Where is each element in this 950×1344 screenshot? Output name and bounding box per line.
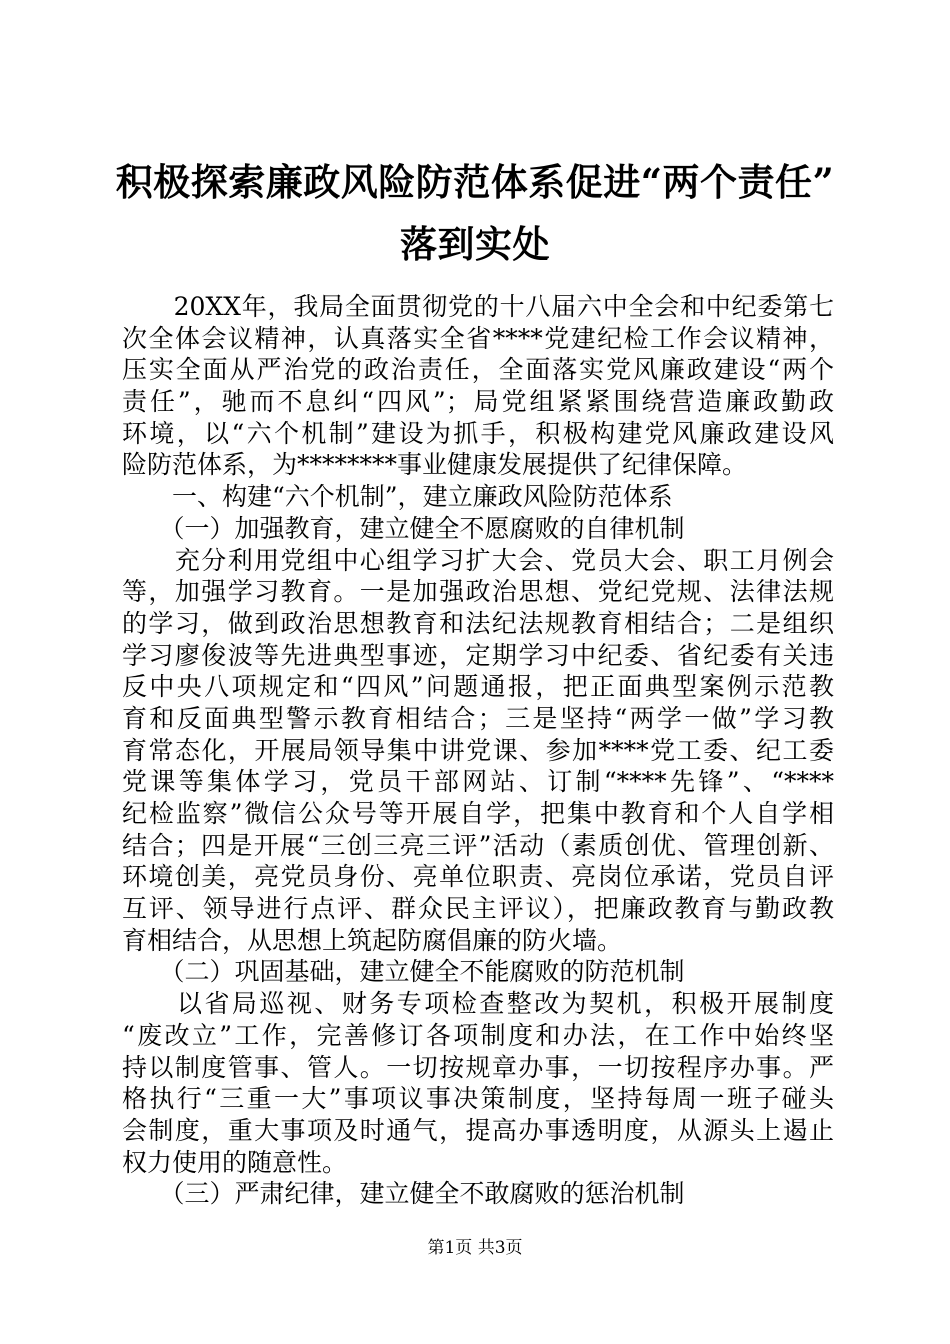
body-text-line: 次全体会议精神，认真落实全省****党建纪检工作会议精神， — [122, 323, 834, 353]
body-text-line: 持以制度管事、管人。一切按规章办事，一切按程序办事。严 — [122, 1052, 834, 1082]
body-text-line: 充分利用党组中心组学习扩大会、党员大会、职工月例会 — [122, 545, 834, 575]
body-text-line: 压实全面从严治党的政治责任，全面落实党风廉政建设“两个 — [122, 355, 834, 385]
page-number-footer: 第1页 共3页 — [427, 1238, 523, 1258]
body-text-line: 以省局巡视、财务专项检查整改为契机，积极开展制度 — [122, 989, 834, 1019]
body-text-line: 环境，以“六个机制”建设为抓手，积极构建党风廉政建设风 — [122, 418, 834, 448]
body-text-line: 的学习，做到政治思想教育和法纪法规教育相结合；二是组织 — [122, 608, 834, 638]
body-text-line: 学习廖俊波等先进典型事迹，定期学习中纪委、省纪委有关违 — [122, 640, 834, 670]
body-text-line: 一、构建“六个机制”，建立廉政风险防范体系 — [122, 482, 673, 512]
document-body — [122, 291, 834, 1210]
body-text-line: 育常态化，开展局领导集中讲党课、参加****党工委、纪工委 — [122, 735, 834, 765]
body-text-line: 等，加强学习教育。一是加强政治思想、党纪党规、法律法规 — [122, 577, 834, 607]
body-text-line: 结合；四是开展“三创三亮三评”活动（素质创优、管理创新、 — [122, 830, 834, 860]
body-text-line: 环境创美，亮党员身份、亮单位职责、亮岗位承诺，党员自评 — [122, 862, 834, 892]
body-text-line: 互评、领导进行点评、群众民主评议），把廉政教育与勤政教 — [122, 894, 834, 924]
body-text-line: 育和反面典型警示教育相结合；三是坚持“两学一做”学习教 — [122, 703, 834, 733]
body-text-line: 党课等集体学习，党员干部网站、订制“****先锋”、“**** — [122, 767, 834, 797]
document-title-line-2: 落到实处 — [400, 222, 550, 266]
body-text-line: （二）巩固基础，建立健全不能腐败的防范机制 — [122, 957, 685, 987]
body-text-line: 育相结合，从思想上筑起防腐倡廉的防火墙。 — [122, 925, 623, 955]
body-text-line: 20XX年，我局全面贯彻党的十八届六中全会和中纪委第七 — [122, 292, 834, 321]
body-text-line: （一）加强教育，建立健全不愿腐败的自律机制 — [122, 513, 685, 543]
document-title-line-1: 积极探索廉政风险防范体系促进“两个责任” — [115, 160, 835, 204]
body-text-line: “废改立”工作，完善修订各项制度和办法，在工作中始终坚 — [122, 1020, 834, 1050]
body-text-line: 格执行“三重一大”事项议事决策制度，坚持每周一班子碰头 — [122, 1084, 834, 1114]
body-text-line: 反中央八项规定和“四风”问题通报，把正面典型案例示范教 — [122, 672, 834, 702]
body-text-line: 纪检监察”微信公众号等开展自学，把集中教育和个人自学相 — [122, 799, 834, 828]
body-text-line: 会制度，重大事项及时通气，提高办事透明度，从源头上遏止 — [122, 1115, 834, 1145]
body-text-line: （三）严肃纪律，建立健全不敢腐败的惩治机制 — [122, 1179, 685, 1209]
body-text-line: 险防范体系，为********事业健康发展提供了纪律保障。 — [122, 450, 748, 480]
body-text-line: 权力使用的随意性。 — [122, 1147, 348, 1177]
body-text-line: 责任”，驰而不息纠“四风”；局党组紧紧围绕营造廉政勤政 — [122, 387, 834, 417]
